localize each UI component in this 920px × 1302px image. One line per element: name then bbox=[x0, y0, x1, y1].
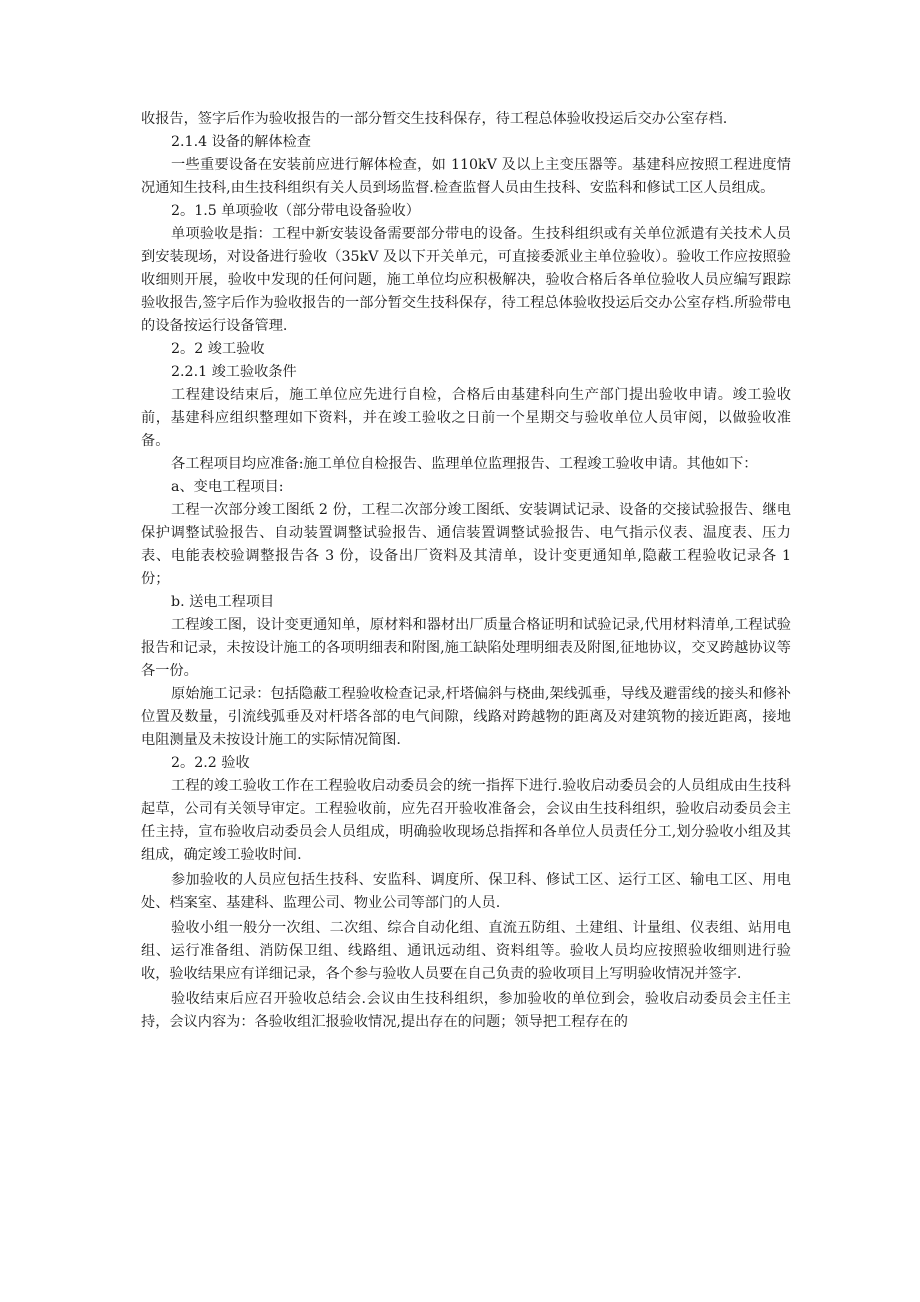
paragraph-11: 工程一次部分竣工图纸 2 份，工程二次部分竣工图纸、安装调试记录、设备的交接试验报告、继电保护调整试验报告、自动装置调整试验报告、通信装置调整试验报告、电气指示仪表、温度表、压力表、电能表校验调整报告各 3 份，设备出厂资料及其清单，设计变更通知单,隐蔽工程验收记录各 1 份； bbox=[141, 502, 791, 587]
paragraph-9: 各工程项目均应准备:施工单位自检报告、监理单位监理报告、工程竣工验收申请。其他如下： bbox=[171, 456, 758, 472]
paragraph-13: 工程竣工图，设计变更通知单，原材料和器材出厂质量合格证明和试验记录,代用材料清单,工程试验报告和记录，未按设计施工的各项明细表和附图,施工缺陷处理明细表及附图,征地协议，交叉跨越协议等各一份。 bbox=[141, 617, 791, 679]
document-body bbox=[141, 108, 791, 1034]
section-heading-2-1-4: 2.1.4 设备的解体检查 bbox=[171, 134, 311, 150]
paragraph-1: 收报告，签字后作为验收报告的一部分暂交生技科保存，待工程总体验收投运后交办公室存档. bbox=[141, 111, 728, 127]
paragraph-5: 单项验收是指：工程中新安装设备需要部分带电的设备。生技科组织或有关单位派遣有关技术人员到安装现场，对设备进行验收（35kV 及以下开关单元，可直接委派业主单位验收）。验收工作应按照验收细则开展，验收中发现的任何问题，施工单位均应积极解决，验收合格后各单位验收人员应编写跟踪验收报告,签字后作为验收报告的一部分暂交生技科保存，待工程总体验收投运后交办公室存档.所验带电的设备按运行设备管理. bbox=[141, 226, 791, 334]
section-heading-2-2-1: 2.2.1 竣工验收条件 bbox=[171, 364, 297, 380]
paragraph-16: 工程的竣工验收工作在工程验收启动委员会的统一指挥下进行.验收启动委员会的人员组成由生技科起草，公司有关领导审定。工程验收前，应先召开验收准备会，会议由生技科组织，验收启动委员会主任主持，宣布验收启动委员会人员组成，明确验收现场总指挥和各单位人员责任分工,划分验收小组及其组成，确定竣工验收时间. bbox=[141, 778, 791, 863]
section-heading-2-2-2: 2。2.2 验收 bbox=[171, 755, 250, 771]
list-heading-a: a、变电工程项目: bbox=[171, 479, 284, 495]
paragraph-8: 工程建设结束后，施工单位应先进行自检，合格后由基建科向生产部门提出验收申请。竣工验收前，基建科应组织整理如下资料，并在竣工验收之日前一个星期交与验收单位人员审阅，以做验收准备。 bbox=[141, 387, 791, 449]
paragraph-17: 参加验收的人员应包括生技科、安监科、调度所、保卫科、修试工区、运行工区、输电工区、用电处、档案室、基建科、监理公司、物业公司等部门的人员. bbox=[141, 872, 791, 911]
section-heading-2-1-5: 2。1.5 单项验收（部分带电设备验收） bbox=[171, 203, 420, 219]
paragraph-3: 一些重要设备在安装前应进行解体检查，如 110kV 及以上主变压器等。基建科应按照工程进度情况通知生技科,由生技科组织有关人员到场监督.检查监督人员由生技科、安监科和修试工区人员组成。 bbox=[141, 157, 791, 196]
list-heading-b: b. 送电工程项目 bbox=[171, 594, 275, 610]
section-heading-2-2: 2。2 竣工验收 bbox=[171, 341, 265, 357]
paragraph-18: 验收小组一般分一次组、二次组、综合自动化组、直流五防组、土建组、计量组、仪表组、站用电组、运行准备组、消防保卫组、线路组、通讯远动组、资料组等。验收人员均应按照验收细则进行验收，验收结果应有详细记录，各个参与验收人员要在自己负责的验收项目上写明验收情况并签字. bbox=[141, 920, 791, 982]
paragraph-19: 验收结束后应召开验收总结会.会议由生技科组织，参加验收的单位到会，验收启动委员会主任主持，会议内容为：各验收组汇报验收情况,提出存在的问题；领导把工程存在的 bbox=[141, 991, 791, 1030]
paragraph-14: 原始施工记录：包括隐蔽工程验收检查记录,杆塔偏斜与桡曲,架线弧垂，导线及避雷线的接头和修补位置及数量，引流线弧垂及对杆塔各部的电气间隙，线路对跨越物的距离及对建筑物的接近距离，接地电阻测量及未按设计施工的实际情况简图. bbox=[141, 686, 791, 748]
